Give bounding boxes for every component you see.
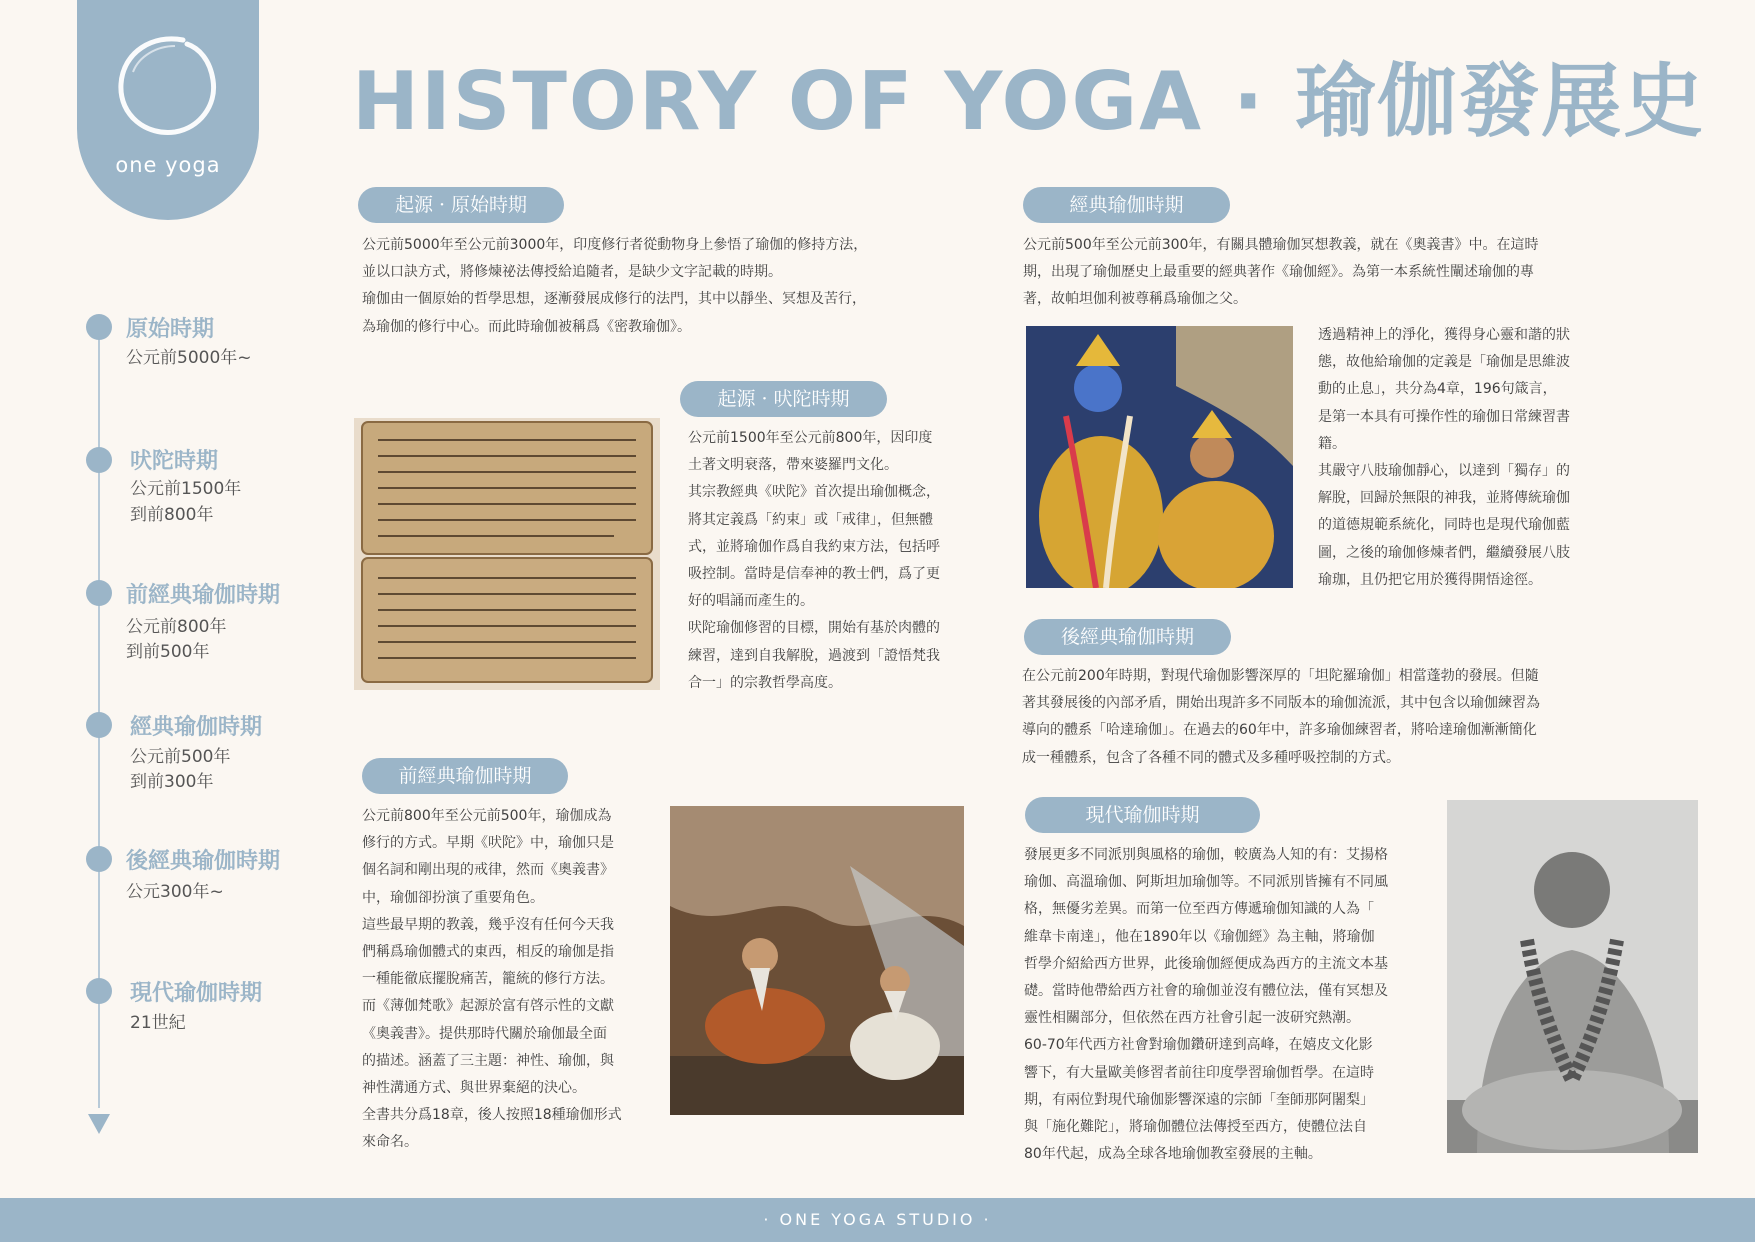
text-line: 著其發展後的內部矛盾，開始出現許多不同版本的瑜伽流派，其中包含以瑜伽練習為 [1022, 695, 1540, 712]
text-line: 其嚴守八肢瑜伽靜心，以達到「獨存」的 [1318, 463, 1570, 480]
text-line: 靈性相關部分，但依然在西方社會引起一波研究熱潮。 [1024, 1010, 1360, 1027]
text-line: 瑜伽、高溫瑜伽、阿斯坦加瑜伽等。不同派別皆擁有不同風 [1024, 874, 1388, 891]
text-line: 《奧義書》。提供那時代關於瑜伽最全面 [362, 1025, 607, 1042]
text-line: 其宗教經典《吠陀》首次提出瑜伽概念， [688, 484, 940, 501]
text-line: 透過精神上的淨化，獲得身心靈和諧的狀 [1318, 327, 1570, 343]
timeline-title: 現代瑜伽時期 [130, 980, 263, 1006]
text-line: 神性溝通方式、與世界棄絕的決心。 [362, 1080, 586, 1097]
text-line: 個名詞和剛出現的戒律，然而《奧義書》 [362, 862, 614, 879]
text-line: 是第一本具有可操作性的瑜伽日常練習書 [1318, 408, 1570, 425]
text-line: 期，出現了瑜伽歷史上最重要的經典著作《瑜伽經》。為第一本系統性闡述瑜伽的專 [1023, 264, 1534, 281]
text-line: 期，有兩位對現代瑜伽影響深遠的宗師「奎師那阿闍梨」 [1024, 1091, 1374, 1108]
text-line: 一種能徹底擺脫痛苦，籠統的修行方法。 [362, 971, 614, 988]
text-line: 修行的方式。早期《吠陀》中，瑜伽只是 [362, 835, 614, 852]
text-line: 全書共分爲18章，後人按照18種瑜伽形式 [362, 1107, 622, 1124]
text-line: 80年代起，成為全球各地瑜伽教室發展的主軸。 [1024, 1146, 1322, 1163]
text-line: 解脫，回歸於無限的神我，並將傳統瑜伽 [1318, 490, 1570, 507]
guru-photo-image [1447, 800, 1698, 1153]
section-header-post-classical: 後經典瑜伽時期 [1024, 619, 1231, 655]
section-body-post-classical [1022, 663, 1632, 772]
text-line: 格，無優劣差異。而第一位至西方傳遞瑜伽知識的人為「 [1024, 901, 1374, 918]
text-line: 導向的體系「哈達瑜伽」。在過去的60年中，許多瑜伽練習者，將哈達瑜伽漸漸簡化 [1022, 722, 1537, 739]
text-line: 的道德規範系統化，同時也是現代瑜伽藍 [1318, 517, 1570, 534]
text-line: 土著文明衰落，帶來婆羅門文化。 [688, 457, 898, 474]
text-line: 礎。當時他帶給西方社會的瑜伽並沒有體位法，僅有冥想及 [1024, 983, 1388, 1000]
section-body-origin-primitive [362, 232, 932, 341]
text-line: 公元前800年至公元前500年，瑜伽成為 [362, 808, 612, 824]
text-line: 吠陀瑜伽修習的目標，開始有基於肉體的 [688, 620, 940, 637]
text-line: 瑜珈，且仍把它用於獲得開悟途徑。 [1318, 571, 1542, 588]
sages-painting-image [670, 806, 964, 1115]
timeline-date: 公元前500年 [130, 747, 231, 767]
timeline-date: 到前300年 [130, 772, 214, 792]
text-line: 發展更多不同派別與風格的瑜伽，較廣為人知的有：艾揚格 [1024, 847, 1388, 863]
timeline-date: 公元前800年 [126, 617, 227, 637]
text-line: 公元前1500年至公元前800年，因印度 [688, 430, 933, 446]
text-line: 60-70年代西方社會對瑜伽鑽研達到高峰，在嬉皮文化影 [1024, 1037, 1373, 1054]
timeline-dot [86, 580, 112, 606]
text-line: 將其定義爲「約束」或「戒律」，但無體 [688, 511, 933, 528]
timeline-dot [86, 712, 112, 738]
text-line: 動的止息」，共分為4章，196句箴言， [1318, 381, 1557, 398]
timeline-title: 後經典瑜伽時期 [126, 848, 281, 874]
section-header-pre-classical: 前經典瑜伽時期 [362, 758, 568, 794]
enso-circle-icon [113, 32, 221, 140]
text-line: 們稱爲瑜伽體式的東西，相反的瑜伽是指 [362, 944, 614, 961]
timeline-date: 公元300年~ [126, 882, 224, 902]
timeline-date: 到前800年 [130, 505, 214, 525]
text-line: 維韋卡南達」，他在1890年以《瑜伽經》為主軸，將瑜伽 [1024, 928, 1375, 945]
sages-illustration [670, 806, 964, 1115]
page-title: HISTORY OF YOGA · 瑜伽發展史 [352, 55, 1706, 148]
text-line: 哲學介紹給西方世界，此後瑜伽經便成為西方的主流文本基 [1024, 955, 1388, 972]
text-line: 這些最早期的教義，幾乎沒有任何今天我 [362, 916, 614, 933]
footer-text: · ONE YOGA STUDIO · [763, 1210, 992, 1229]
text-line: 來命名。 [362, 1134, 418, 1151]
timeline-title: 經典瑜伽時期 [130, 714, 263, 740]
text-line: 並以口訣方式，將修煉祕法傳授給追隨者，是缺少文字記載的時期。 [362, 264, 782, 281]
krishna-arjuna-painting-image [1026, 326, 1293, 588]
footer-bar [0, 1198, 1755, 1242]
section-header-classical: 經典瑜伽時期 [1023, 187, 1230, 223]
text-line: 合一」的宗教哲學高度。 [688, 674, 842, 691]
timeline-date: 公元前5000年~ [126, 348, 252, 368]
timeline-dot [86, 447, 112, 473]
timeline-date: 到前500年 [126, 642, 210, 662]
text-line: 式，並將瑜伽作爲自我約束方法，包括呼 [688, 538, 940, 555]
text-line: 而《薄伽梵歌》起源於富有啓示性的文獻 [362, 998, 614, 1015]
section-body-modern [1024, 842, 1434, 1168]
text-line: 圖，之後的瑜伽修煉者們，繼續發展八肢 [1318, 544, 1570, 561]
text-line: 在公元前200年時期，對現代瑜伽影響深厚的「坦陀羅瑜伽」相當蓬勃的發展。但隨 [1022, 668, 1539, 684]
timeline-title: 原始時期 [126, 316, 215, 342]
timeline-title: 吠陀時期 [130, 448, 219, 474]
text-line: 吸控制。當時是信奉神的教士們，爲了更 [688, 566, 940, 583]
text-line: 公元前5000年至公元前3000年，印度修行者從動物身上參悟了瑜伽的修持方法， [362, 237, 868, 253]
guru-illustration [1447, 800, 1698, 1153]
timeline-title: 前經典瑜伽時期 [126, 582, 281, 608]
section-header-origin-vedic: 起源 · 吠陀時期 [680, 381, 887, 417]
krishna-arjuna-illustration [1026, 326, 1293, 588]
text-line: 與「施化難陀」，將瑜伽體位法傳授至西方，使體位法自 [1024, 1119, 1367, 1136]
logo-text: one yoga [115, 153, 221, 177]
section-body-classical-side [1318, 322, 1618, 594]
section-header-modern: 現代瑜伽時期 [1025, 797, 1260, 833]
timeline-date: 21世紀 [130, 1013, 186, 1033]
text-line: 籍。 [1318, 435, 1346, 452]
text-line: 態，故他給瑜伽的定義是「瑜伽是思維波 [1318, 354, 1570, 371]
timeline-dot [86, 978, 112, 1004]
timeline-dot [86, 846, 112, 872]
text-line: 瑜伽由一個原始的哲學思想，逐漸發展成修行的法門，其中以靜坐、冥想及苦行， [362, 291, 866, 308]
text-line: 為瑜伽的修行中心。而此時瑜伽被稱爲《密教瑜伽》。 [362, 318, 691, 335]
text-line: 的描述。涵蓋了三主題：神性、瑜伽，與 [362, 1052, 614, 1069]
manuscript-image [354, 418, 660, 690]
text-line: 響下，有大量歐美修習者前往印度學習瑜伽哲學。在這時 [1024, 1064, 1374, 1081]
text-line: 練習，達到自我解脫，過渡到「證悟梵我 [688, 647, 940, 664]
timeline-dot [86, 314, 112, 340]
text-line: 著，故帕坦伽利被尊稱爲瑜伽之父。 [1023, 291, 1247, 308]
text-line: 好的唱誦而產生的。 [688, 593, 814, 610]
section-body-classical-top [1023, 232, 1603, 314]
section-body-origin-vedic [688, 425, 978, 697]
section-body-pre-classical [362, 803, 662, 1157]
logo [77, 0, 259, 220]
text-line: 成一種體系，包含了各種不同的體式及多種呼吸控制的方式。 [1022, 749, 1400, 766]
text-line: 公元前500年至公元前300年，有關具體瑜伽冥想教義，就在《奧義書》中。在這時 [1023, 237, 1539, 253]
section-header-origin-primitive: 起源 · 原始時期 [358, 187, 564, 223]
timeline-arrow-icon [88, 1114, 110, 1134]
timeline-date: 公元前1500年 [130, 479, 242, 499]
manuscript-illustration [354, 418, 660, 690]
text-line: 中，瑜伽卻扮演了重要角色。 [362, 889, 544, 906]
